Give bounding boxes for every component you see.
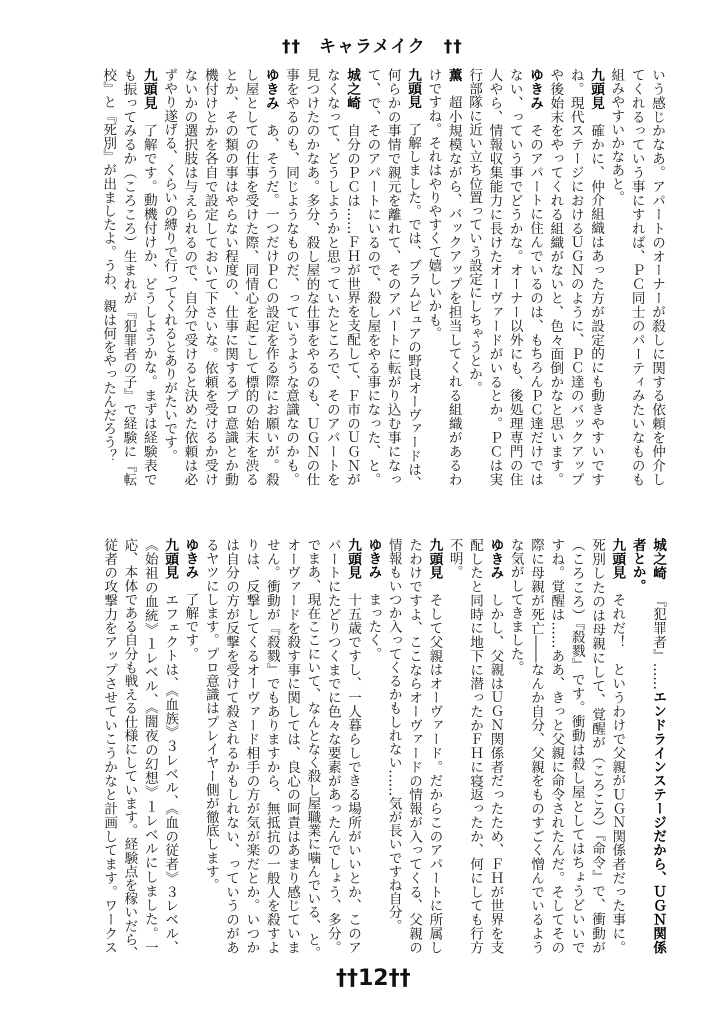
dialogue-text: そのアパートに住んでいるのは、もちろんＰＣ達だけでは — [527, 123, 544, 486]
text-column — [302, 538, 322, 960]
dialogue-text: ずやり遂げる、くらいの縛りで行ってくれるとありがたいです。 — [161, 68, 178, 463]
text-column — [200, 538, 220, 954]
text-column — [382, 68, 402, 486]
text-column — [119, 538, 139, 960]
text-column — [526, 538, 546, 954]
dialogue-text: ね。現代ステージにおけるＵＧＮのように、ＰＣ達のバックアップ — [567, 68, 584, 486]
emphasized-text: 者とか。 — [629, 538, 646, 593]
text-column — [626, 68, 646, 486]
dialogue-text: 際に母親が死亡――なんか自分、父親をものすごく憎んでいるよう — [528, 538, 545, 954]
dialogue-text: も振ってみるか（ころころ）生まれが『犯罪者の子』で経験に『転 — [120, 68, 137, 486]
speaker-name: 九頭見 — [426, 538, 443, 580]
dialogue-text: 超小規模ながら、バックアップを担当してくれる組織があるわ — [445, 95, 462, 486]
dialogue-text: それだ！ というわけで父親がＵＧＮ関係者だった事に。 — [609, 593, 626, 954]
dialogue-text: 事をやるのも、同じようなものだ、っていうような意識なのかも。 — [283, 68, 300, 486]
text-column — [221, 538, 241, 954]
text-column — [485, 538, 505, 954]
text-column — [342, 68, 362, 486]
dialogue-block-top — [97, 68, 667, 490]
dialogue-text: 従者の攻撃力をアップさせていこうかなと計画してます。ワークス — [101, 538, 118, 954]
text-column — [301, 68, 321, 486]
dialogue-text: （ころころ）『殺戮』です。衝動は殺し屋としてはちょうどいいで — [568, 538, 585, 954]
text-column — [363, 538, 383, 954]
text-column — [587, 538, 607, 954]
dialogue-text: すね。覚醒は……ああ、きっと父親に命令されたんだ。そしてその — [548, 538, 565, 954]
dialogue-text: 十五歳ですし、一人暮らしできる場所がいいとか、このア — [345, 593, 362, 954]
text-column — [423, 68, 443, 486]
text-column — [322, 538, 342, 954]
dialogue-text: ない、っていう事でどうかな。オーナー以外にも、後処理専門の住 — [506, 68, 523, 486]
speaker-name: 九頭見 — [345, 538, 362, 580]
text-column — [484, 68, 504, 486]
dialogue-text: りは、反撃してくるオーヴァード相手の方が気が楽だとか。いつか — [243, 538, 260, 954]
dialogue-text: 了解です。 — [182, 592, 199, 661]
dialogue-text: 《始祖の血統》１レベル、《闇夜の幻想》１レベルにしました。一 — [141, 538, 158, 954]
dialogue-text: 『犯罪者』…… — [650, 593, 666, 690]
dialogue-text: たわけですよ、ここならオーヴァードの情報が入ってくる、父親の — [406, 538, 423, 954]
dialogue-text: なくなって、どうしようかと思っていたところで、そのアパートを — [323, 68, 340, 486]
speaker-name: ゆきみ — [262, 68, 279, 110]
text-column — [240, 68, 260, 486]
dialogue-text: や後始末をやってくれる組織がないと、色々面倒かなと思います。 — [547, 68, 564, 486]
dialogue-text: な気がしてきました。 — [507, 538, 524, 674]
text-column — [260, 68, 280, 486]
text-column — [607, 538, 627, 954]
dialogue-text: しかし、父親はＵＧＮ関係者だったため、ＦＨが世界を支 — [487, 593, 504, 954]
text-column — [586, 68, 606, 486]
text-column — [627, 538, 647, 954]
speaker-name: 九頭見 — [162, 538, 179, 580]
dialogue-text: 機付けとかを各自で設定しておいて下さいな。依頼を受けるか受け — [201, 68, 218, 486]
page-header: †† キャラメイク †† — [282, 37, 463, 57]
dialogue-block-bottom — [98, 538, 668, 960]
speaker-name: 九頭見 — [140, 68, 157, 110]
text-column — [504, 68, 524, 486]
text-column — [343, 538, 363, 954]
text-column — [241, 538, 261, 954]
dialogue-text: 配したと同時に地下に潜ったかＦＨに寝返ったか、何にしても行方 — [467, 538, 484, 954]
text-column — [160, 538, 180, 954]
text-column — [199, 68, 219, 486]
speaker-name: 九頭見 — [405, 68, 422, 109]
dialogue-text: 確かに、仲介組織はあった方が設定的にも動きやすいです — [588, 123, 605, 486]
speaker-name: 城之崎 — [344, 68, 361, 110]
speaker-name: 薫 — [445, 68, 462, 82]
text-column — [383, 538, 403, 954]
text-column — [545, 68, 565, 486]
dialogue-text: るヤツにします。プロ意識はプレイヤー側が徹底します。 — [202, 538, 219, 892]
dialogue-text: 組みやすいかなあと。 — [608, 68, 625, 204]
text-column — [282, 538, 302, 954]
text-column — [424, 538, 444, 954]
dialogue-text: し屋としての仕事を受けた際、同情心を起こして標的の始末を渋る — [242, 68, 259, 486]
speaker-name: 城之崎 — [650, 538, 666, 580]
dialogue-text: エフェクトは、《血族》３レベル、《血の従者》３レベル、 — [162, 593, 179, 954]
text-column — [281, 68, 301, 486]
text-column — [525, 68, 545, 486]
dialogue-text: 情報もいつか入ってくるかもしれない……気が長いですね自分。 — [385, 538, 402, 933]
dialogue-text: 死別したのは母親にして、覚醒が（ころころ）『命令』で、衝動が — [589, 538, 606, 954]
dialogue-text: 行部隊に近い立ち位置っていう設定にしちゃうとか。 — [466, 68, 483, 395]
dialogue-text: 何らかの事情で親元を離れて、そのアパートに転がり込む事になっ — [384, 68, 401, 486]
speaker-name: 九頭見 — [609, 538, 626, 580]
dialogue-text: てくれるっていう事にすれば、ＰＣ同士のパーティみたいなものも — [628, 68, 645, 486]
text-column — [118, 68, 138, 486]
text-column — [464, 68, 484, 486]
speaker-name: 九頭見 — [588, 68, 605, 110]
text-column — [179, 68, 199, 486]
text-column — [139, 538, 159, 954]
text-column — [261, 538, 281, 954]
text-column — [98, 68, 118, 486]
dialogue-text: 自分のＰＣは……ＦＨが世界を支配して、Ｆ市のＵＧＮが — [344, 123, 361, 486]
text-column — [546, 538, 566, 954]
emphasized-text: エンドラインステージだから、ＵＧＮ関係 — [650, 689, 666, 954]
dialogue-text: 了解しました。では、ブラムピュアの野良オーヴァードは、 — [405, 122, 422, 490]
text-column — [220, 68, 240, 486]
text-column — [159, 68, 179, 486]
speaker-name: ゆきみ — [365, 538, 382, 579]
text-column — [565, 68, 585, 486]
text-column — [180, 538, 200, 954]
dialogue-text: は自分の方が反撃を受けて殺されるかもしれない、っていうのがあ — [223, 538, 240, 954]
dialogue-text: とか、その類の事はやらない程度の、仕事に関するプロ意識とか動 — [222, 68, 239, 486]
text-column — [505, 538, 525, 954]
dialogue-text: でまあ、現在ここにいて、なんとなく殺し屋職業に噛んでいる、と。 — [304, 538, 321, 960]
text-column — [403, 68, 423, 490]
dialogue-text: 人やら、情報収集能力に長けたオーヴァードがいるとか。ＰＣは実 — [486, 68, 503, 486]
dialogue-text: けですね。それはやりやすくて嬉しいかも。 — [425, 68, 442, 340]
dialogue-text: そして父親はオーヴァード。だからこのアパートに所属し — [426, 593, 443, 954]
speaker-name: ゆきみ — [182, 538, 199, 579]
dialogue-text: 不明。 — [446, 538, 463, 579]
dialogue-text: オーヴァードを殺す事に関しては、良心の呵責はあまり感じていま — [284, 538, 301, 954]
text-column — [606, 68, 626, 486]
dialogue-text: いう感じかなあ。アパートのオーナーが殺しに関する依頼を仲介し — [649, 68, 665, 486]
text-column — [648, 538, 668, 954]
text-column — [647, 68, 667, 486]
text-column — [138, 68, 158, 486]
dialogue-text: せん。衝動が『殺戮』でもありますから、無抵抗の一般人を殺すよ — [263, 538, 280, 954]
text-column — [443, 68, 463, 486]
dialogue-text: あ、そうだ。一つだけＰＣの設定を作る際にお願いが。殺 — [262, 123, 279, 486]
dialogue-text: 校』と『死別』が出ましたよ。うわ、親は何をやったんだろう？ — [100, 68, 117, 463]
speaker-name: ゆきみ — [487, 538, 504, 580]
text-column — [444, 538, 464, 954]
dialogue-text: て、で、そのアパートにいるので、殺し屋をやる事になった、と。 — [364, 68, 381, 486]
dialogue-text: ないかの選択肢は与えられるので、自分で受けると決めた依頼は必 — [181, 68, 198, 486]
text-column — [99, 538, 119, 954]
speaker-name: ゆきみ — [527, 68, 544, 110]
text-column — [404, 538, 424, 954]
dialogue-text: 応、本体である自分も戦える仕様にしています。経験点を稼いだら、 — [121, 538, 138, 960]
text-column — [321, 68, 341, 486]
dialogue-text: 了解です。動機付けか、どうしようかな。まずは経験表で — [140, 123, 157, 486]
dialogue-text: 見つけたのかなあ。多分、殺し屋的な仕事をやるのも、ＵＧＮの仕 — [303, 68, 320, 486]
dialogue-text: パートにたどりつくまでに色々な要素があったんでしょう、多分。 — [324, 538, 341, 954]
text-column — [465, 538, 485, 954]
text-column — [566, 538, 586, 954]
page-number: ††12†† — [336, 966, 411, 991]
dialogue-text: まったく。 — [365, 592, 382, 661]
text-column — [362, 68, 382, 486]
